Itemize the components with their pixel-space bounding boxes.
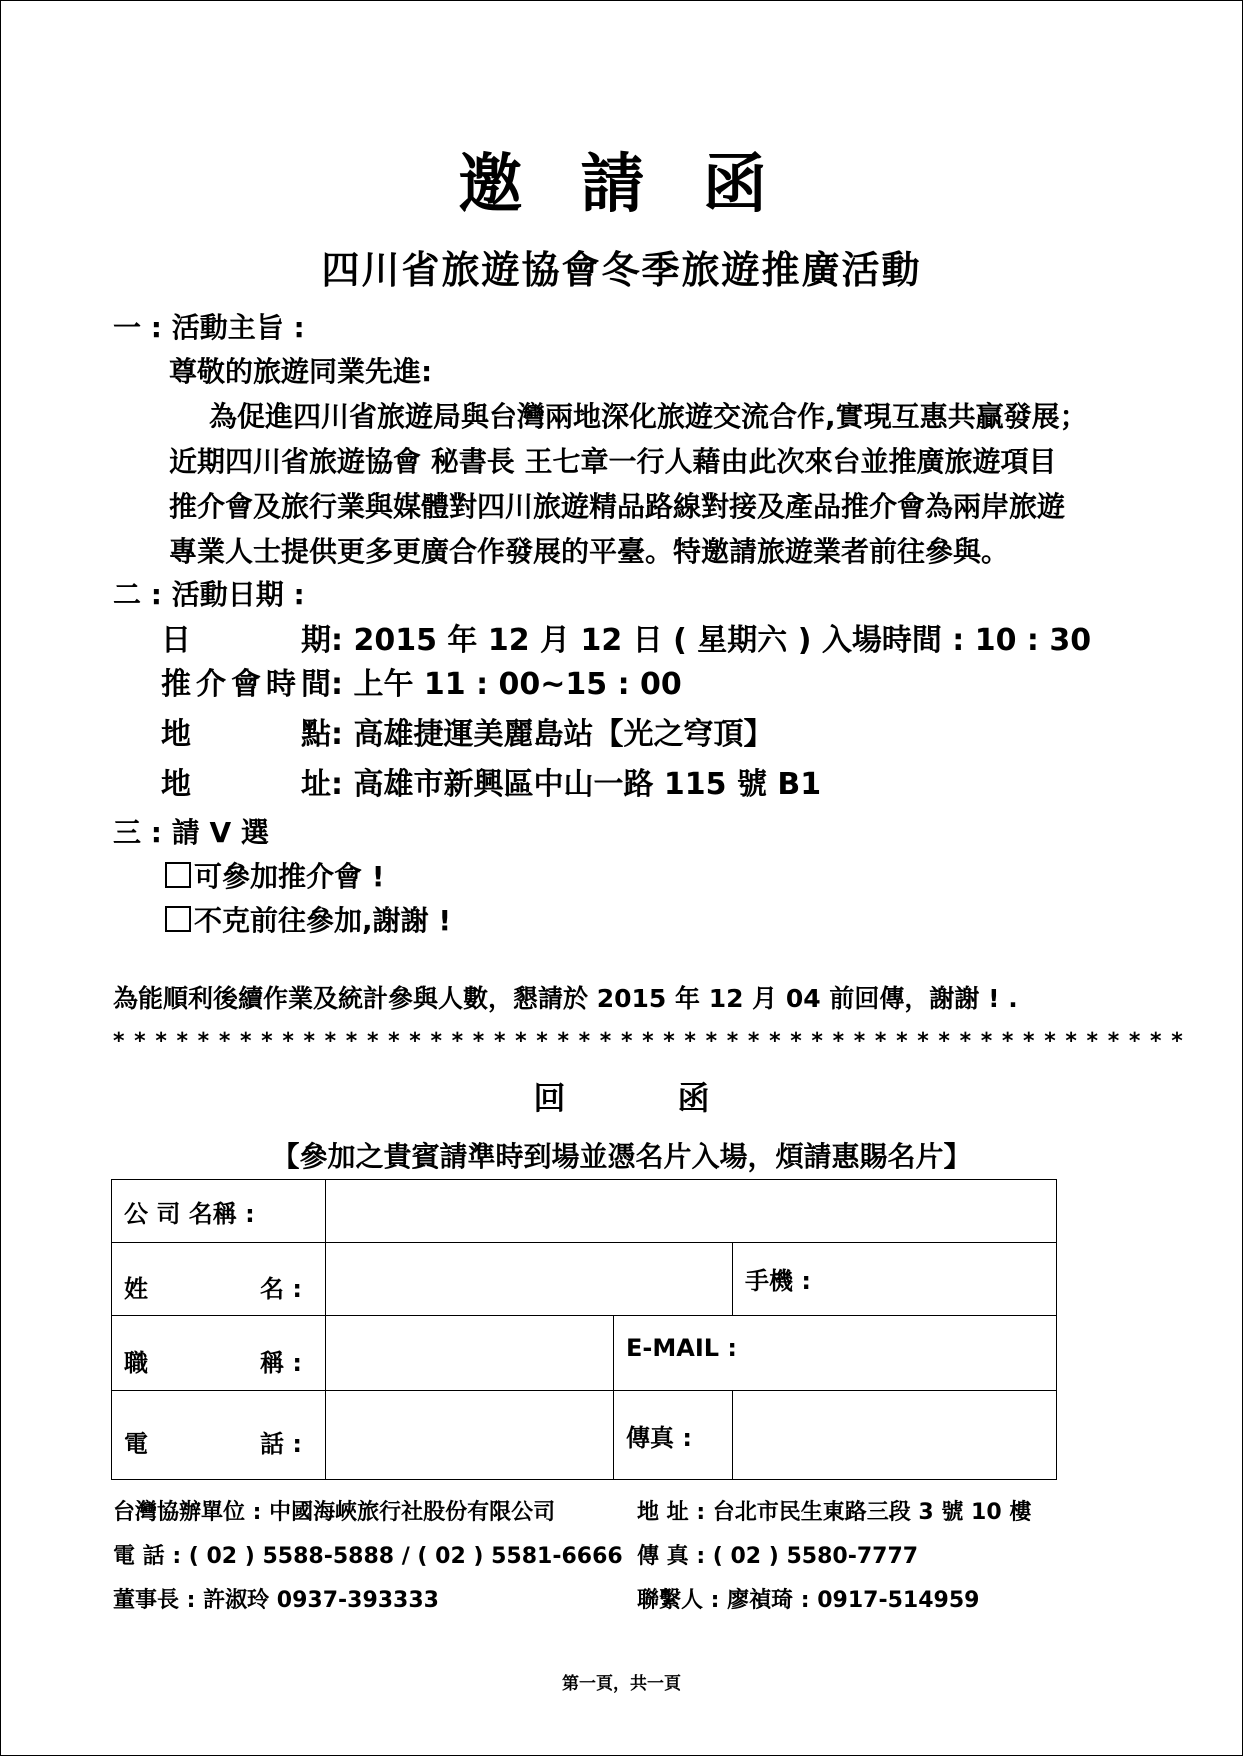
attend-label: 可參加推介會 ! [194, 860, 385, 893]
reply-title [1, 1073, 1242, 1119]
job-title-label-cell [112, 1316, 326, 1391]
address-label: 地址 [161, 767, 331, 802]
section-2-heading: 二 : 活動日期 : [113, 578, 305, 611]
name-label: 姓名 [124, 1274, 284, 1303]
session-time-label: 推介會時間 [161, 667, 331, 702]
section-3-heading: 三 : 請 V 選 [113, 816, 269, 849]
purpose-line-2: 近期四川省旅遊協會 秘書長 王七章一行人藉由此次來台並推廣旅遊項目 [169, 445, 1057, 478]
purpose-line-1: 為促進四川省旅遊局與台灣兩地深化旅遊交流合作,實現互惠共贏發展； [209, 400, 1088, 433]
phone-label-cell [112, 1391, 326, 1480]
reply-form [111, 1179, 1057, 1480]
greeting: 尊敬的旅遊同業先進: [169, 355, 433, 388]
email-cell[interactable] [614, 1316, 1057, 1391]
section-1-heading: 一 : 活動主旨 : [113, 311, 305, 344]
separator-line: * * * * * * * * * * * * * * * * * * * * * * * * * * * * * * * * * * * * * * * * * * * * * * * * * * * [113, 1029, 1184, 1054]
company-label: 公 司 名稱 : [124, 1199, 255, 1228]
email-label: E-MAIL : [626, 1334, 737, 1362]
venue-row [161, 709, 773, 753]
phone-colon: : [292, 1429, 302, 1458]
fax-label: 傳真 : [626, 1423, 692, 1452]
mobile-cell[interactable] [733, 1243, 1057, 1316]
organizer-fax: 傳 真 : ( 02 ) 5580-7777 [637, 1544, 919, 1569]
venue-label: 地點 [161, 717, 331, 752]
page-number: 第一頁，共一頁 [562, 1674, 681, 1694]
purpose-line-4: 專業人士提供更多更廣合作發展的平臺。特邀請旅遊業者前往參與。 [169, 535, 1010, 568]
decline-label: 不克前往參加,謝謝 ! [194, 904, 452, 937]
reply-note: 【參加之貴賓請準時到場並憑名片入場，煩請惠賜名片】 [271, 1140, 972, 1173]
name-colon: : [292, 1274, 302, 1303]
purpose-line-3: 推介會及旅行業與媒體對四川旅遊精品路線對接及產品推介會為兩岸旅遊 [169, 490, 1066, 523]
decline-checkbox[interactable] [165, 906, 191, 932]
option-attend[interactable] [165, 855, 385, 895]
date-label: 日期 [161, 623, 331, 658]
name-field[interactable] [326, 1243, 733, 1316]
reply-title-right: 函 [677, 1079, 710, 1117]
job-title-label: 職稱 [124, 1348, 284, 1377]
address-row [161, 759, 821, 803]
phone-field[interactable] [326, 1391, 614, 1480]
organizer-phone: 電 話 : ( 02 ) 5588-5888 / ( 02 ) 5581-6666 [113, 1544, 623, 1569]
company-field[interactable] [326, 1180, 1057, 1243]
name-label-cell [112, 1243, 326, 1316]
attend-checkbox[interactable] [165, 862, 191, 888]
fax-label-cell [614, 1391, 733, 1480]
chairman-info: 董事長 : 許淑玲 0937-393333 [113, 1588, 439, 1613]
organizer-info: 台灣協辦單位 : 中國海峽旅行社股份有限公司 [113, 1500, 556, 1525]
deadline-note: 為能順利後續作業及統計參與人數，懇請於 2015 年 12 月 04 前回傳，謝謝 ! . [113, 984, 1018, 1013]
option-decline[interactable] [165, 899, 451, 939]
fax-field[interactable] [733, 1391, 1057, 1480]
session-time-row [161, 659, 682, 703]
venue-value: : 高雄捷運美麗島站【光之穹頂】 [331, 717, 774, 752]
job-title-field[interactable] [326, 1316, 614, 1391]
address-value: : 高雄市新興區中山一路 115 號 B1 [331, 767, 822, 802]
session-time-value: : 上午 11 : 00~15 : 00 [331, 667, 682, 702]
reply-title-left: 回 [533, 1079, 566, 1117]
contact-info: 聯繫人 : 廖禎琦 : 0917-514959 [637, 1588, 980, 1613]
mobile-label: 手機 : [745, 1267, 811, 1295]
job-title-colon: : [292, 1348, 302, 1377]
phone-label: 電話 [124, 1429, 284, 1458]
date-value: : 2015 年 12 月 12 日 ( 星期六 ) 入場時間 : 10 : 30 [331, 623, 1092, 658]
document-title: 邀 請 函 [458, 148, 785, 222]
date-row [161, 615, 1091, 659]
event-title: 四川省旅遊協會冬季旅遊推廣活動 [321, 248, 922, 292]
company-label-cell [112, 1180, 326, 1243]
organizer-address: 地 址 : 台北市民生東路三段 3 號 10 樓 [637, 1500, 1032, 1525]
